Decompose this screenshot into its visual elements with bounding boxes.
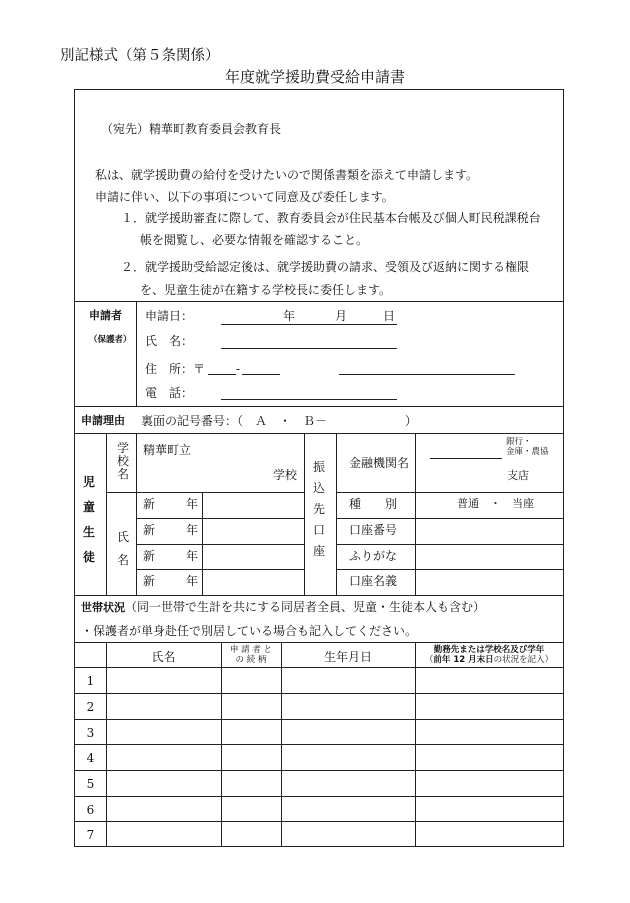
name-label: 氏 名： [145,334,194,348]
consent-item-2-cont: を、児童生徒が在籍する学校長に委任します。 [140,283,392,297]
address-field[interactable] [339,374,515,375]
col-name: 氏名 [151,650,176,664]
institution-label: 金融機関名 [349,456,410,470]
household-row-number: 4 [86,751,95,765]
statement-apply: 私は、就学援助費の給付を受けたいので関係書類を添えて申請します。 [95,168,479,182]
account-type-label: 種 別 [349,497,398,511]
household-title: 世帯状況 [81,601,125,614]
divider [304,433,305,595]
divider [75,642,563,643]
date-month: 月 [335,309,348,323]
divider [336,544,563,545]
divider [75,433,563,434]
household-note: ・保護者が単身赴任で別居している場合も記入してください。 [81,624,418,638]
household-row-number: 3 [86,726,95,740]
divider [106,433,107,595]
postal-code-field-1[interactable] [208,374,236,375]
household-row-number: 5 [86,777,95,791]
divider [75,667,563,668]
grade-nen: 年 [186,574,199,588]
divider [75,595,563,596]
divider [136,518,304,519]
reason-label: 申請理由 [81,414,125,427]
date-year: 年 [283,309,296,323]
divider [75,719,563,720]
furigana-label: ふりがな [349,549,398,563]
col-work-1: 勤務先または学校名及び学年 [433,645,545,655]
divider [415,433,416,595]
account-type-options[interactable]: 普通 ・ 当座 [457,497,534,510]
household-row-number: 2 [86,700,95,714]
grade-shin: 新 [143,497,156,511]
school-town: 精華町立 [143,443,192,457]
divider [136,569,304,570]
household-row-number: 1 [86,674,95,688]
reason-code[interactable]: 裏面の記号番号：（ Ａ ・ Ｂ－ [141,414,328,428]
divider [75,406,563,407]
grade-shin: 新 [143,574,156,588]
applicant-name-field[interactable] [221,348,397,349]
consent-item-1-cont: 帳を閲覧し、必要な情報を確認すること。 [140,233,369,247]
account-number-label: 口座番号 [349,523,398,537]
divider [136,433,137,595]
col-work-date: 前年 12 月末日 [433,655,494,665]
divider [75,796,563,797]
applicant-sublabel: （保護者） [89,335,132,345]
col-work-paren: （ [424,655,434,665]
postal-dash: - [236,362,241,376]
date-day: 日 [383,309,396,323]
application-date-field[interactable] [221,324,397,325]
divider [75,770,563,771]
school-name-label: 学校名 [116,441,129,481]
divider [336,569,563,570]
col-relation-1: 申 請 者 と [229,645,273,655]
student-name-label: 氏名 [116,530,129,567]
grade-shin: 新 [143,549,156,563]
consent-item-1: １．就学援助審査に際して、教育委員会が住民基本台帳及び個人町民税課税台 [121,211,541,225]
application-form [74,89,564,847]
application-date-label: 申請日： [145,309,194,323]
divider [336,492,563,493]
statement-consent: 申請に伴い、以下の事項について同意及び委任します。 [95,190,394,204]
phone-label: 電 話： [145,386,194,400]
postal-code-field-2[interactable] [242,374,280,375]
bank-types-line2: 金庫・農協 [506,447,549,457]
account-holder-label: 口座名義 [349,574,398,588]
divider [136,301,137,406]
bank-types-line1: 銀行・ [506,437,532,447]
address-label: 住 所：〒 [145,362,206,376]
phone-field[interactable] [221,399,397,400]
household-row-number: 7 [86,828,95,842]
applicant-label: 申請者 [89,309,122,322]
reason-code-close: ） [405,414,418,428]
col-work-2 [415,655,563,665]
grade-shin: 新 [143,523,156,537]
divider [75,821,563,822]
divider [336,518,563,519]
school-suffix: 学校 [273,468,298,482]
col-birthdate: 生年月日 [323,650,372,664]
divider [336,433,337,595]
consent-item-2: ２．就学援助受給認定後は、就学援助費の請求、受領及び返納に関する権限 [121,260,530,274]
col-relation-2: の 続 柄 [235,655,267,665]
col-work-note: の状況を記入） [493,655,554,665]
divider [106,492,304,493]
form-label: 別記様式（第５条関係） [60,48,220,64]
household-desc: （同一世帯で生計を共にする同居者全員、児童・生徒本人も含む） [125,600,486,614]
grade-nen: 年 [186,549,199,563]
household-heading [81,600,485,615]
divider [136,544,304,545]
transfer-account-label: 振込先口座 [312,460,325,558]
child-section-label: 児童生徒 [82,475,95,564]
grade-nen: 年 [186,497,199,511]
household-row-number: 6 [86,803,95,817]
addressee: （宛先）精華町教育委員会教育長 [101,122,282,136]
divider [75,301,563,302]
grade-nen: 年 [186,523,199,537]
branch-label: 支店 [507,469,529,482]
divider [75,693,563,694]
divider [75,744,563,745]
institution-name-field[interactable] [430,458,502,459]
document-title: 年度就学援助費受給申請書 [224,68,405,86]
